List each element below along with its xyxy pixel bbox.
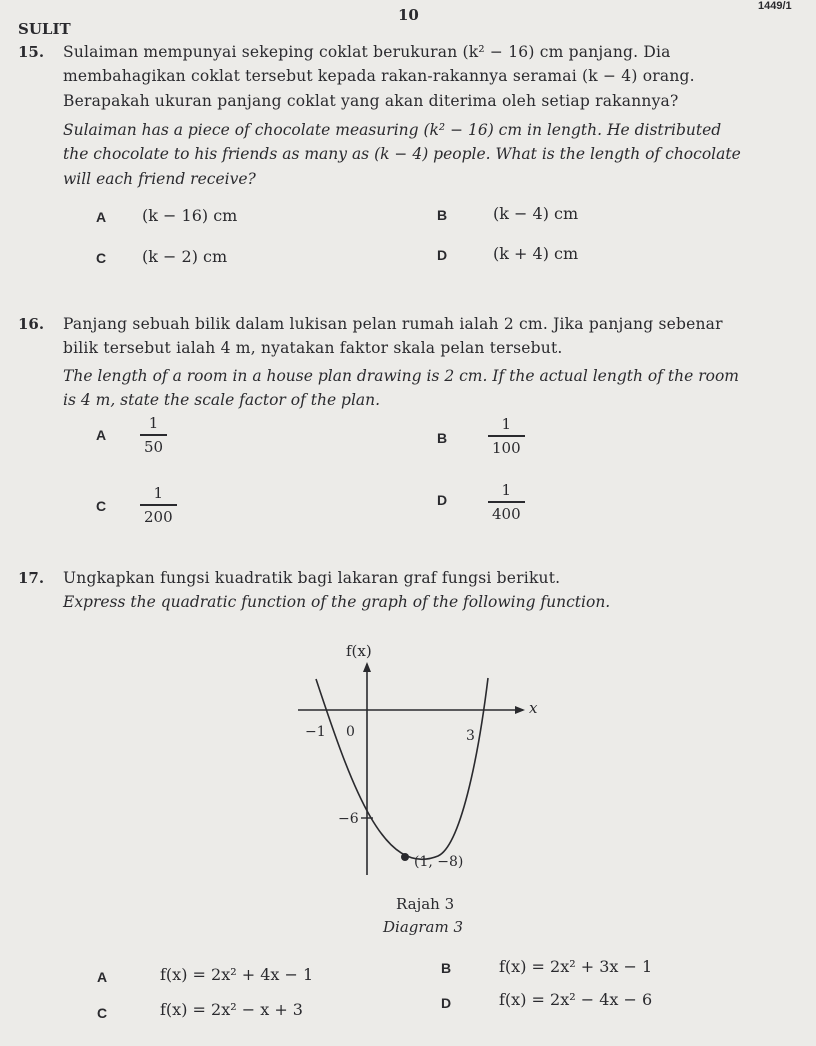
question-number: 16.: [18, 315, 45, 333]
option-c-text[interactable]: f(x) = 2x² − x + 3: [160, 1000, 303, 1019]
option-b-label[interactable]: B: [437, 430, 448, 446]
option-d-label[interactable]: D: [437, 492, 448, 508]
header-sulit: SULIT: [18, 20, 71, 38]
x-axis-label: x: [529, 699, 538, 717]
question-text-malay: membahagikan coklat tersebut kepada rakan-rakannya seramai (k − 4) orang.: [63, 67, 695, 85]
tick-label-neg1: −1: [305, 724, 326, 740]
option-d-label[interactable]: D: [441, 995, 452, 1011]
option-b-text[interactable]: f(x) = 2x² + 3x − 1: [499, 957, 653, 976]
fraction-denominator: 400: [492, 504, 521, 523]
option-a-label[interactable]: A: [96, 427, 107, 443]
question-text-malay: bilik tersebut ialah 4 m, nyatakan faktor skala pelan tersebut.: [63, 339, 563, 357]
vertex-point: [401, 853, 409, 861]
fraction-numerator: 1: [501, 481, 512, 499]
fraction-numerator: 1: [153, 484, 164, 502]
y-axis-label: f(x): [346, 642, 372, 660]
question-text-english: Express the quadratic function of the graph of the following function.: [63, 593, 611, 611]
option-b-text[interactable]: (k − 4) cm: [493, 204, 579, 223]
question-number: 17.: [18, 569, 45, 587]
option-a-text[interactable]: f(x) = 2x² + 4x − 1: [160, 965, 314, 984]
question-text-english: Sulaiman has a piece of chocolate measuring (k² − 16) cm in length. He distributed: [63, 121, 722, 139]
option-a-text[interactable]: (k − 16) cm: [142, 206, 238, 225]
tick-label-3: 3: [466, 728, 475, 744]
question-number: 15.: [18, 43, 45, 61]
option-d-text[interactable]: f(x) = 2x² − 4x − 6: [499, 990, 653, 1009]
question-text-malay: Panjang sebuah bilik dalam lukisan pelan rumah ialah 2 cm. Jika panjang sebenar: [63, 315, 723, 333]
question-text-malay: Sulaiman mempunyai sekeping coklat berukuran (k² − 16) cm panjang. Dia: [63, 43, 671, 61]
question-text-english: The length of a room in a house plan drawing is 2 cm. If the actual length of the room: [63, 367, 739, 385]
diagram-caption-malay: Rajah 3: [396, 895, 455, 913]
option-b-label[interactable]: B: [437, 207, 448, 223]
fraction-numerator: 1: [501, 415, 512, 433]
option-d-label[interactable]: D: [437, 247, 448, 263]
question-text-malay: Berapakah ukuran panjang coklat yang akan diterima oleh setiap rakannya?: [63, 92, 679, 110]
option-c-text[interactable]: (k − 2) cm: [142, 247, 228, 266]
fraction-numerator: 1: [148, 414, 159, 432]
option-c-label[interactable]: C: [96, 498, 107, 514]
option-d-text[interactable]: (k + 4) cm: [493, 244, 579, 263]
option-c-label[interactable]: C: [97, 1005, 108, 1021]
tick-label-0: 0: [346, 724, 355, 740]
fraction-denominator: 100: [492, 438, 521, 457]
paper-code: 1449/1: [758, 0, 792, 12]
fraction-denominator: 50: [144, 437, 164, 456]
diagram-caption-english: Diagram 3: [383, 918, 464, 936]
question-text-english: is 4 m, state the scale factor of the plan.: [63, 391, 381, 409]
tick-label-neg6: −6: [338, 811, 359, 827]
question-text-english: the chocolate to his friends as many as (k − 4) people. What is the length of chocolate: [63, 145, 741, 163]
question-text-english: will each friend receive?: [63, 170, 256, 188]
vertex-label: (1, −8): [414, 854, 464, 870]
option-b-label[interactable]: B: [441, 960, 452, 976]
parabola-curve: [316, 678, 488, 859]
question-text-malay: Ungkapkan fungsi kuadratik bagi lakaran graf fungsi berikut.: [63, 569, 561, 587]
page-number: 10: [398, 6, 419, 24]
option-a-label[interactable]: A: [96, 209, 107, 225]
option-a-label[interactable]: A: [97, 969, 108, 985]
option-c-label[interactable]: C: [96, 250, 107, 266]
fraction-denominator: 200: [144, 507, 173, 526]
